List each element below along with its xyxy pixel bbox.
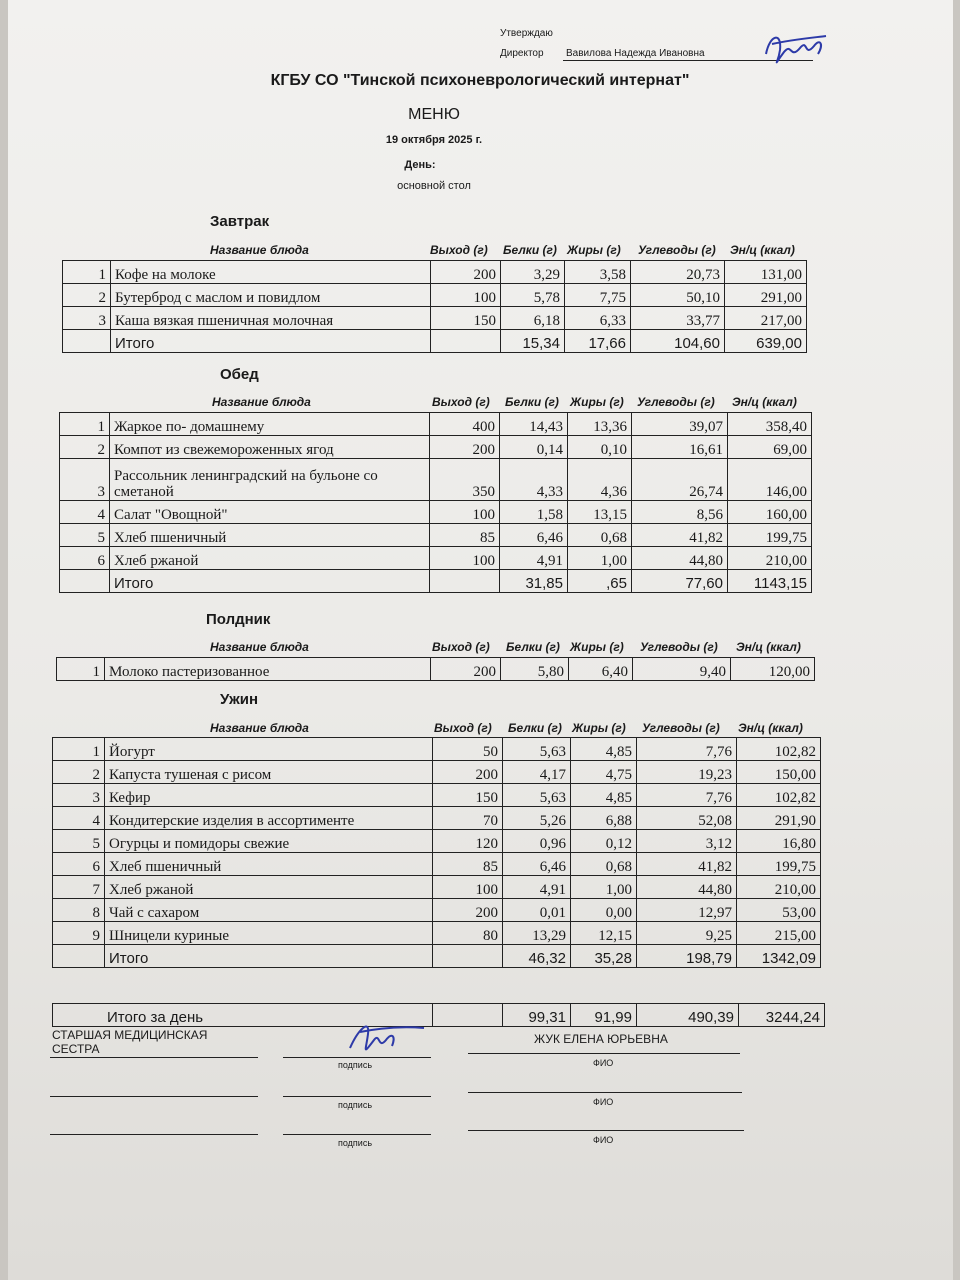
total-protein: 31,85 [500,570,568,593]
total-row [60,570,812,593]
dish-output: 80 [433,922,503,945]
dish-fat: 4,75 [571,761,637,784]
dish-kcal: 146,00 [728,459,812,501]
row-number: 3 [53,784,105,807]
section-title: Ужин [220,691,259,708]
dish-kcal: 291,00 [725,284,807,307]
dish-kcal: 102,82 [737,784,821,807]
dish-output: 100 [430,501,500,524]
senior-nurse-label: СТАРШАЯ МЕДИЦИНСКАЯ СЕСТРА [52,1028,208,1056]
row-number: 1 [53,738,105,761]
document-title: МЕНЮ [408,106,460,123]
dish-kcal: 160,00 [728,501,812,524]
table-row [53,738,821,761]
column-header: Эн/ц (ккал) [738,721,803,735]
dish-fat: 0,68 [568,524,632,547]
row-number: 1 [63,261,111,284]
dish-kcal: 69,00 [728,436,812,459]
dish-kcal: 150,00 [737,761,821,784]
dish-name: Каша вязкая пшеничная молочная [111,307,431,330]
column-header: Эн/ц (ккал) [736,640,801,654]
total-carbs: 198,79 [637,945,737,968]
dish-protein: 5,63 [503,784,571,807]
total-fat: 17,66 [565,330,631,353]
table-row [53,922,821,945]
dish-kcal: 210,00 [728,547,812,570]
day-total-carbs: 490,39 [637,1004,739,1027]
table-row [53,830,821,853]
dish-output: 100 [431,284,501,307]
column-header: Углеводы (г) [638,243,716,257]
director-label: Директор [500,48,544,59]
dish-carbs: 12,97 [637,899,737,922]
dish-output: 50 [433,738,503,761]
dish-output: 100 [433,876,503,899]
dish-protein: 0,14 [500,436,568,459]
dish-output: 350 [430,459,500,501]
column-header: Название блюда [210,243,309,257]
dish-name: Хлеб пшеничный [105,853,433,876]
signature-line [468,1053,740,1054]
dish-protein: 4,33 [500,459,568,501]
signature-line [283,1096,431,1097]
table-row [53,784,821,807]
dish-kcal: 199,75 [728,524,812,547]
day-total-protein: 99,31 [503,1004,571,1027]
dish-protein: 4,91 [500,547,568,570]
dish-name: Жаркое по- домашнему [110,413,430,436]
director-name: Вавилова Надежда Ивановна [566,48,705,59]
row-number: 3 [60,459,110,501]
column-header-row [56,640,814,656]
dish-name: Огурцы и помидоры свежие [105,830,433,853]
day-total-fat: 91,99 [571,1004,637,1027]
dish-protein: 14,43 [500,413,568,436]
row-number: 5 [60,524,110,547]
table-row [60,413,812,436]
total-label: Итого [111,330,431,353]
dish-protein: 6,46 [503,853,571,876]
dish-name: Кофе на молоке [111,261,431,284]
dish-carbs: 50,10 [631,284,725,307]
dish-name: Компот из свежемороженных ягод [110,436,430,459]
dish-carbs: 19,23 [637,761,737,784]
dish-output: 85 [430,524,500,547]
row-number: 3 [63,307,111,330]
dish-carbs: 26,74 [632,459,728,501]
dish-kcal: 102,82 [737,738,821,761]
column-header: Жиры (г) [570,640,624,654]
dish-fat: 4,85 [571,784,637,807]
dish-fat: 4,85 [571,738,637,761]
table-row [60,501,812,524]
dish-carbs: 16,61 [632,436,728,459]
dish-fat: 7,75 [565,284,631,307]
dish-protein: 5,63 [503,738,571,761]
day-label: День: [404,159,436,171]
table-type: основной стол [397,180,471,192]
column-header: Белки (г) [506,640,560,654]
dish-output: 200 [431,658,501,681]
column-header: Углеводы (г) [642,721,720,735]
dish-output: 200 [433,761,503,784]
table-row [53,853,821,876]
dish-carbs: 3,12 [637,830,737,853]
row-number: 1 [60,413,110,436]
section-title: Обед [220,366,259,383]
dish-carbs: 39,07 [632,413,728,436]
total-protein: 46,32 [503,945,571,968]
column-header: Выход (г) [432,395,490,409]
signature-line [50,1057,258,1058]
total-kcal: 639,00 [725,330,807,353]
signature-line [468,1130,744,1131]
dish-protein: 5,78 [501,284,565,307]
dish-kcal: 358,40 [728,413,812,436]
dish-fat: 13,36 [568,413,632,436]
total-kcal: 1143,15 [728,570,812,593]
director-signature [760,24,830,74]
dish-protein: 4,17 [503,761,571,784]
dish-output: 150 [431,307,501,330]
total-fat: 35,28 [571,945,637,968]
dish-name: Чай с сахаром [105,899,433,922]
table-row [63,307,807,330]
dish-carbs: 9,25 [637,922,737,945]
dish-fat: 6,33 [565,307,631,330]
total-kcal: 1342,09 [737,945,821,968]
signature-line [283,1134,431,1135]
approval-label: Утверждаю [500,28,553,39]
dish-fat: 0,10 [568,436,632,459]
section-title: Завтрак [210,213,270,230]
column-header-row [60,395,810,411]
table-row [60,459,812,501]
section-title: Полдник [206,611,271,628]
lunch-table [59,412,812,593]
dish-kcal: 217,00 [725,307,807,330]
dish-output: 200 [433,899,503,922]
dish-protein: 13,29 [503,922,571,945]
dish-protein: 1,58 [500,501,568,524]
snack-table [56,657,815,681]
row-number: 9 [53,922,105,945]
dish-name: Хлеб пшеничный [110,524,430,547]
dish-kcal: 16,80 [737,830,821,853]
table-row [63,284,807,307]
dish-carbs: 7,76 [637,738,737,761]
day-total-row [53,1004,825,1027]
dish-output: 100 [430,547,500,570]
column-header: Выход (г) [432,640,490,654]
dish-protein: 6,18 [501,307,565,330]
dish-carbs: 8,56 [632,501,728,524]
dish-kcal: 120,00 [731,658,815,681]
row-number: 6 [53,853,105,876]
dish-fat: 0,68 [571,853,637,876]
dish-carbs: 44,80 [632,547,728,570]
table-row [53,807,821,830]
column-header: Белки (г) [508,721,562,735]
dish-carbs: 41,82 [632,524,728,547]
dish-name: Кондитерские изделия в ассортименте [105,807,433,830]
column-header: Эн/ц (ккал) [730,243,795,257]
dish-output: 200 [431,261,501,284]
dish-name: Молоко пастеризованное [105,658,431,681]
column-header-row [60,243,805,259]
total-fat: ,65 [568,570,632,593]
fio-caption: ФИО [593,1135,614,1145]
dish-name: Хлеб ржаной [105,876,433,899]
signature-line [50,1096,258,1097]
row-number: 4 [53,807,105,830]
dish-name: Шницели куриные [105,922,433,945]
dish-output: 70 [433,807,503,830]
dish-fat: 6,40 [569,658,633,681]
dish-protein: 0,96 [503,830,571,853]
dish-kcal: 199,75 [737,853,821,876]
dish-carbs: 33,77 [631,307,725,330]
row-number: 6 [60,547,110,570]
table-row [53,761,821,784]
total-row [53,945,821,968]
column-header: Эн/ц (ккал) [732,395,797,409]
signature-line [283,1057,431,1058]
dish-output: 400 [430,413,500,436]
column-header: Название блюда [212,395,311,409]
dish-fat: 1,00 [571,876,637,899]
dish-kcal: 291,90 [737,807,821,830]
dish-fat: 1,00 [568,547,632,570]
column-header: Белки (г) [503,243,557,257]
dish-carbs: 7,76 [637,784,737,807]
row-number: 8 [53,899,105,922]
column-header: Выход (г) [434,721,492,735]
total-carbs: 104,60 [631,330,725,353]
row-number: 1 [57,658,105,681]
row-number: 4 [60,501,110,524]
dish-protein: 4,91 [503,876,571,899]
dish-carbs: 52,08 [637,807,737,830]
signature-caption: подпись [338,1138,373,1148]
signature-caption: подпись [338,1060,373,1070]
table-row [57,658,815,681]
column-header: Название блюда [210,640,309,654]
table-row [60,547,812,570]
row-number: 5 [53,830,105,853]
row-number: 2 [60,436,110,459]
dish-protein: 5,26 [503,807,571,830]
dish-output: 200 [430,436,500,459]
day-total-table [52,1003,825,1027]
total-protein: 15,34 [501,330,565,353]
dinner-table [52,737,821,968]
dish-kcal: 210,00 [737,876,821,899]
column-header: Жиры (г) [572,721,626,735]
breakfast-table [62,260,807,353]
table-row [60,524,812,547]
dish-carbs: 20,73 [631,261,725,284]
dish-output: 85 [433,853,503,876]
column-header: Жиры (г) [567,243,621,257]
signature-caption: подпись [338,1100,373,1110]
total-label: Итого [105,945,433,968]
total-carbs: 77,60 [632,570,728,593]
row-number: 2 [63,284,111,307]
dish-output: 120 [433,830,503,853]
dish-kcal: 131,00 [725,261,807,284]
total-row [63,330,807,353]
column-header: Жиры (г) [570,395,624,409]
dish-name: Йогурт [105,738,433,761]
dish-protein: 6,46 [500,524,568,547]
organization-title: КГБУ СО "Тинской психоневрологический интернат" [270,72,690,89]
dish-name: Кефир [105,784,433,807]
column-header: Название блюда [210,721,309,735]
dish-fat: 6,88 [571,807,637,830]
dish-carbs: 41,82 [637,853,737,876]
dish-kcal: 53,00 [737,899,821,922]
column-header: Углеводы (г) [637,395,715,409]
nurse-name: ЖУК ЕЛЕНА ЮРЬЕВНА [534,1032,668,1046]
dish-protein: 5,80 [501,658,569,681]
nurse-signature [340,1010,430,1060]
signature-line [468,1092,742,1093]
table-row [53,899,821,922]
fio-caption: ФИО [593,1058,614,1068]
table-row [53,876,821,899]
dish-kcal: 215,00 [737,922,821,945]
day-total-kcal: 3244,24 [739,1004,825,1027]
row-number: 7 [53,876,105,899]
signature-line [50,1134,258,1135]
dish-protein: 3,29 [501,261,565,284]
dish-protein: 0,01 [503,899,571,922]
dish-fat: 0,12 [571,830,637,853]
dish-fat: 4,36 [568,459,632,501]
column-header: Углеводы (г) [640,640,718,654]
dish-name: Рассольник ленинградский на бульоне со сметаной [110,459,430,501]
table-row [63,261,807,284]
dish-fat: 13,15 [568,501,632,524]
total-label: Итого [110,570,430,593]
table-row [60,436,812,459]
dish-name: Капуста тушеная с рисом [105,761,433,784]
dish-fat: 12,15 [571,922,637,945]
dish-name: Салат "Овощной" [110,501,430,524]
column-header: Белки (г) [505,395,559,409]
column-header: Выход (г) [430,243,488,257]
fio-caption: ФИО [593,1097,614,1107]
dish-output: 150 [433,784,503,807]
dish-fat: 3,58 [565,261,631,284]
dish-carbs: 44,80 [637,876,737,899]
dish-fat: 0,00 [571,899,637,922]
dish-name: Бутерброд с маслом и повидлом [111,284,431,307]
row-number: 2 [53,761,105,784]
dish-carbs: 9,40 [633,658,731,681]
dish-name: Хлеб ржаной [110,547,430,570]
column-header-row [54,721,816,737]
day-total-label: Итого за день [53,1004,433,1027]
menu-date: 19 октября 2025 г. [385,134,483,146]
